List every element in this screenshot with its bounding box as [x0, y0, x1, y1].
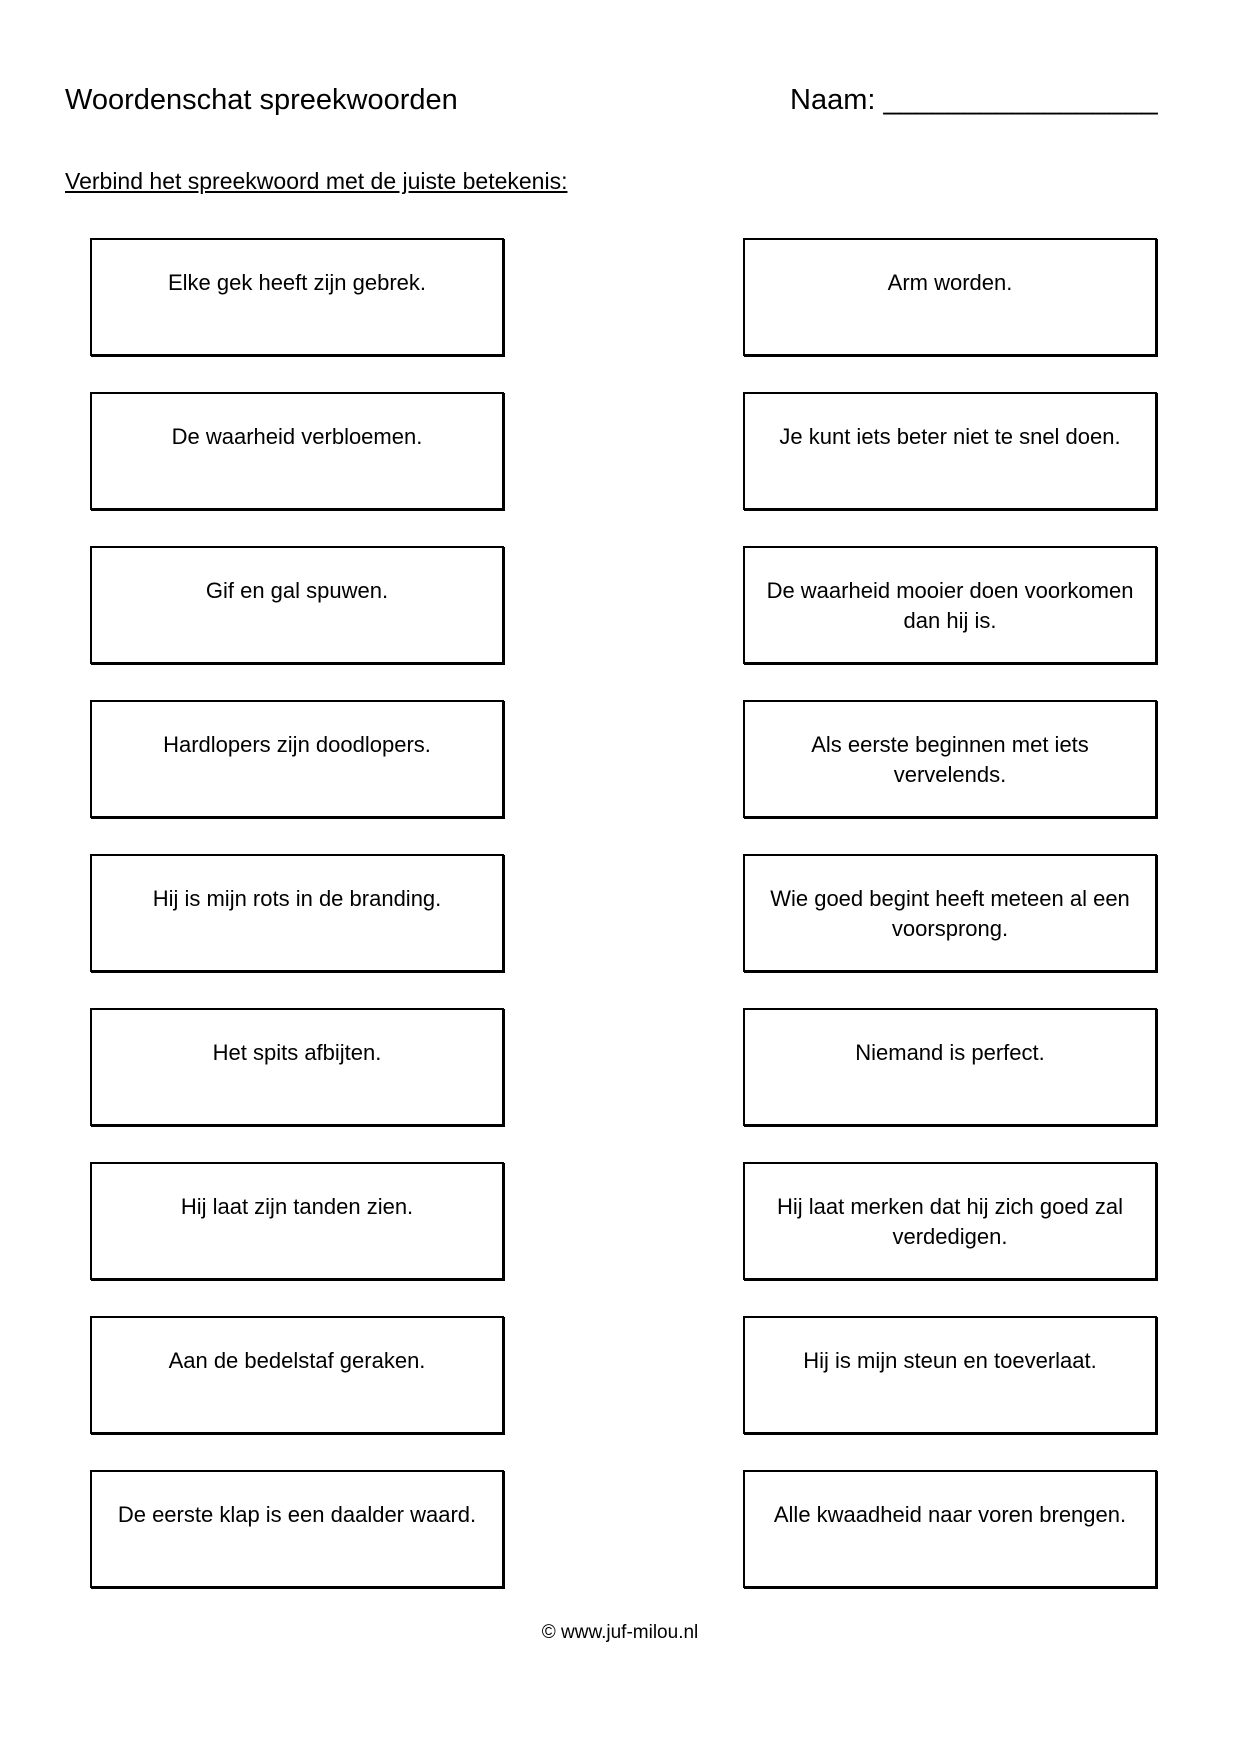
instruction-text: Verbind het spreekwoord met de juiste betekenis:: [65, 168, 568, 194]
proverb-card[interactable]: Elke gek heeft zijn gebrek.: [90, 238, 504, 356]
proverb-card[interactable]: De waarheid verbloemen.: [90, 392, 504, 510]
name-field[interactable]: Naam: _________________: [790, 84, 1158, 116]
meaning-card[interactable]: Je kunt iets beter niet te snel doen.: [743, 392, 1157, 510]
proverb-card[interactable]: De eerste klap is een daalder waard.: [90, 1470, 504, 1588]
meaning-card[interactable]: Wie goed begint heeft meteen al een voorsprong.: [743, 854, 1157, 972]
meaning-card[interactable]: Hij laat merken dat hij zich goed zal verdedigen.: [743, 1162, 1157, 1280]
meaning-card[interactable]: De waarheid mooier doen voorkomen dan hij is.: [743, 546, 1157, 664]
proverb-card[interactable]: Gif en gal spuwen.: [90, 546, 504, 664]
proverb-card[interactable]: Het spits afbijten.: [90, 1008, 504, 1126]
meaning-card[interactable]: Alle kwaadheid naar voren brengen.: [743, 1470, 1157, 1588]
worksheet-title: Woordenschat spreekwoorden: [65, 84, 458, 116]
proverb-card[interactable]: Aan de bedelstaf geraken.: [90, 1316, 504, 1434]
meaning-card[interactable]: Niemand is perfect.: [743, 1008, 1157, 1126]
copyright-footer: © www.juf-milou.nl: [541, 1622, 699, 1643]
proverb-card[interactable]: Hij laat zijn tanden zien.: [90, 1162, 504, 1280]
meaning-card[interactable]: Arm worden.: [743, 238, 1157, 356]
proverb-card[interactable]: Hij is mijn rots in de branding.: [90, 854, 504, 972]
proverb-card[interactable]: Hardlopers zijn doodlopers.: [90, 700, 504, 818]
meaning-card[interactable]: Hij is mijn steun en toeverlaat.: [743, 1316, 1157, 1434]
meaning-card[interactable]: Als eerste beginnen met iets vervelends.: [743, 700, 1157, 818]
